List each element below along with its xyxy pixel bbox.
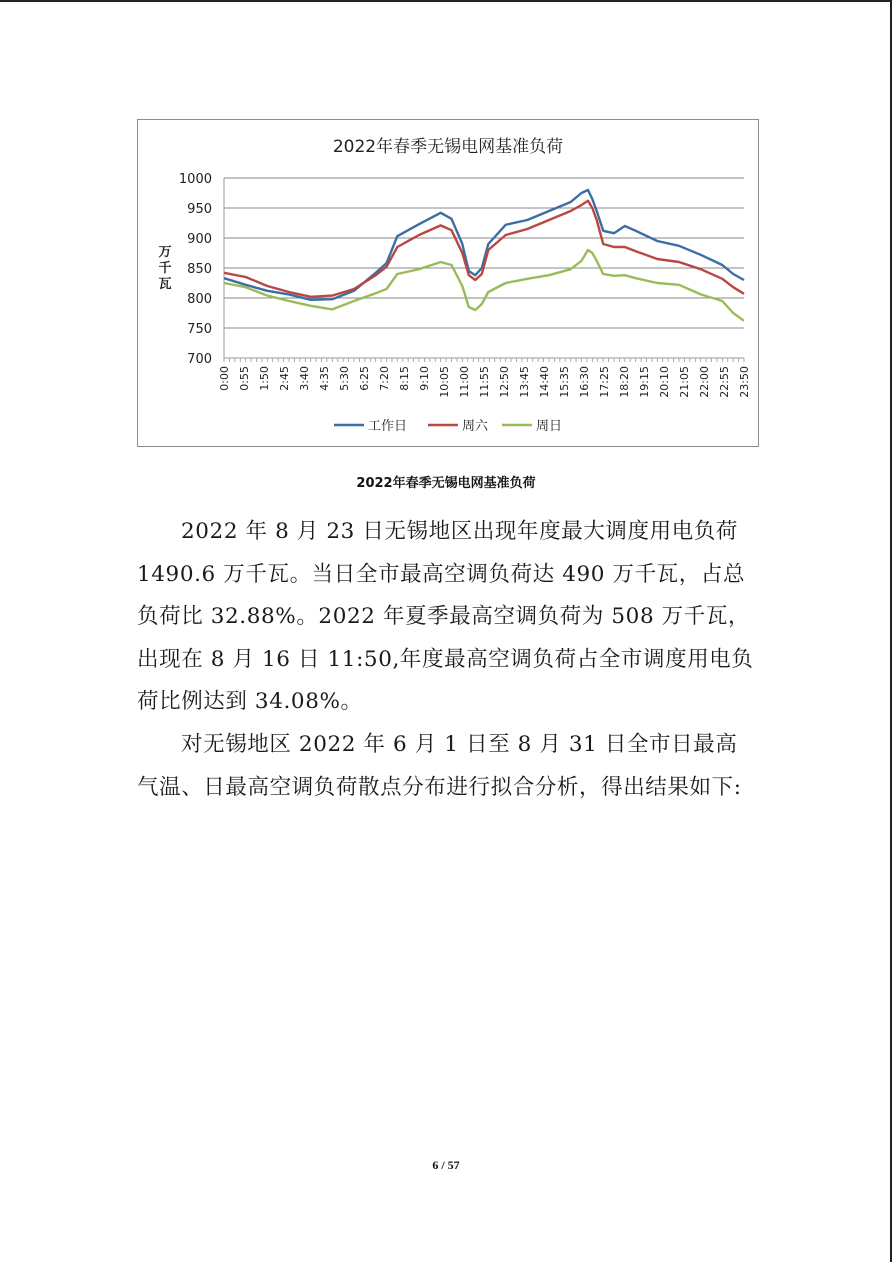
x-tick-label: 5:30: [338, 366, 351, 391]
chart-svg: [138, 120, 758, 446]
series-lines: [224, 190, 744, 321]
x-tick-label: 4:35: [318, 366, 331, 391]
x-tick-label: 19:15: [638, 366, 651, 398]
x-tick-label: 6:25: [358, 366, 371, 391]
y-tick-label: 800: [187, 292, 212, 307]
x-tick-labels: [218, 366, 751, 398]
x-tick-label: 17:25: [598, 366, 611, 398]
y-tick-labels: [179, 172, 212, 367]
x-tick-label: 0:00: [218, 366, 231, 391]
x-tick-label: 22:55: [718, 366, 731, 398]
y-tick-label: 1000: [178, 172, 212, 187]
y-axis-label-char: 万: [158, 245, 172, 260]
x-tick-label: 15:35: [558, 366, 571, 398]
y-axis-label-char: 瓦: [158, 277, 172, 292]
page-number: 6 / 57: [432, 1158, 460, 1172]
y-tick-label: 900: [187, 232, 212, 247]
y-tick-label: 700: [187, 352, 212, 367]
x-tick-label: 11:55: [478, 366, 491, 398]
paragraph-1: 2022 年 8 月 23 日无锡地区出现年度最大调度用电负荷 1490.6 万千瓦。当日全市最高空调负荷达 490 万千瓦，占总负荷比 32.88%。2022 年夏季最高空调负荷为 508 万千瓦，出现在 8 月 16 日 11:50,年度最高空调负荷占全市调度用电负荷比例达到 34.08%。: [137, 519, 754, 714]
x-tick-label: 10:05: [438, 366, 451, 398]
page-top-edge: [0, 0, 892, 2]
x-tick-label: 14:40: [538, 366, 551, 398]
x-tick-label: 0:55: [238, 366, 251, 391]
x-tick-label: 12:50: [498, 366, 511, 398]
x-tick-label: 2:45: [278, 366, 291, 391]
y-axis-label: [158, 245, 171, 292]
y-tick-label: 750: [187, 322, 212, 337]
x-tick-label: 20:10: [658, 366, 671, 398]
legend-label: 周六: [462, 419, 489, 434]
x-tick-label: 11:00: [458, 366, 471, 398]
paragraph-2: 对无锡地区 2022 年 6 月 1 日至 8 月 31 日全市日最高气温、日最高空调负荷散点分布进行拟合分析，得出结果如下:: [137, 732, 742, 800]
x-tick-label: 8:15: [398, 366, 411, 391]
series-line-周六: [224, 201, 744, 297]
y-tick-label: 950: [187, 202, 212, 217]
load-chart: [137, 119, 759, 447]
legend-label: 工作日: [368, 419, 408, 434]
x-tick-label: 1:50: [258, 366, 271, 391]
legend: [334, 419, 562, 434]
y-axis-label-char: 千: [158, 261, 172, 276]
x-tick-label: 21:05: [678, 366, 691, 398]
x-tick-label: 3:40: [298, 366, 311, 391]
x-tick-label: 16:30: [578, 366, 591, 398]
legend-label: 周日: [536, 419, 563, 434]
figure-caption: 2022年春季无锡电网基准负荷: [356, 476, 536, 491]
x-tick-label: 13:45: [518, 366, 531, 398]
x-tick-label: 22:00: [698, 366, 711, 398]
chart-title: 2022年春季无锡电网基准负荷: [332, 137, 564, 157]
x-tick-label: 18:20: [618, 366, 631, 398]
y-tick-label: 850: [187, 262, 212, 277]
x-tick-label: 9:10: [418, 366, 431, 391]
x-tick-label: 7:20: [378, 366, 391, 391]
x-tick-label: 23:50: [738, 366, 751, 398]
